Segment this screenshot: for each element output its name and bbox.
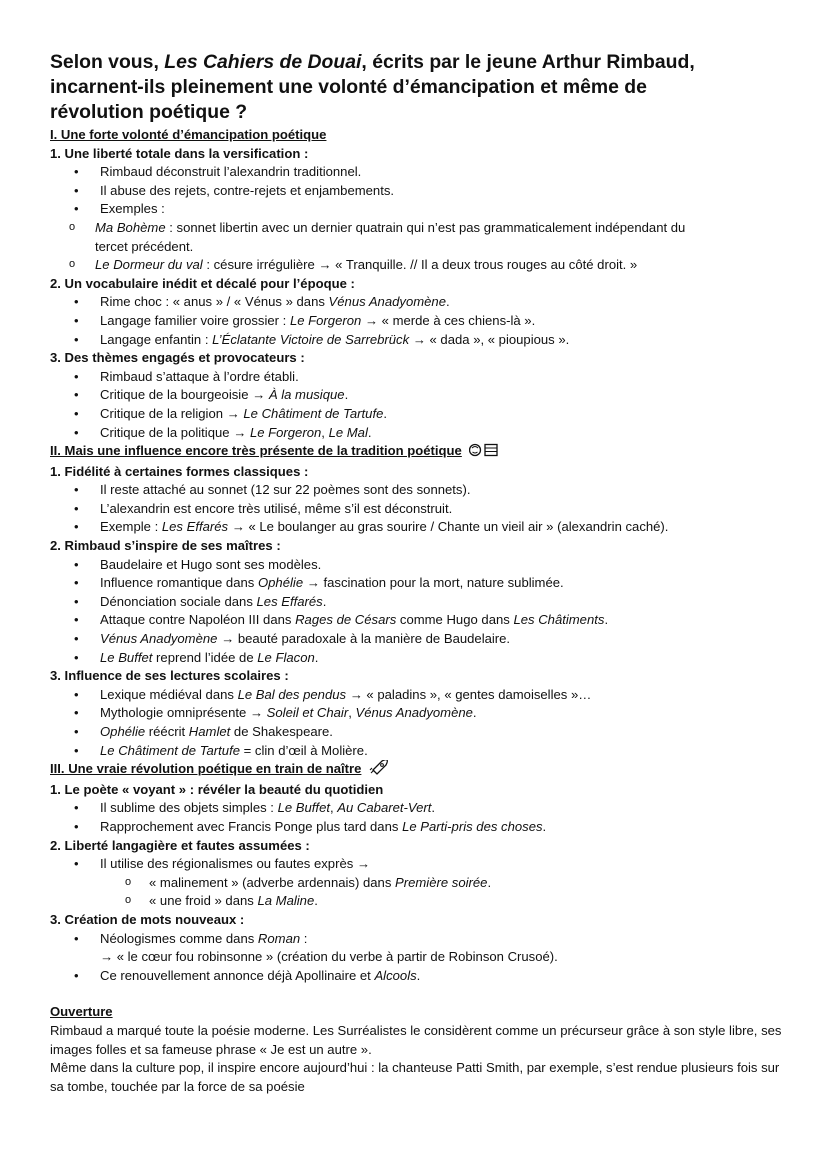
list-item: • Langage enfantin : L’Éclatante Victoire de Sarrebrück → « dada », « pioupious ».: [50, 331, 790, 350]
list-item: • Dénonciation sociale dans Les Effarés.: [50, 593, 790, 612]
list-item: • Exemple : Les Effarés → « Le boulanger au gras sourire / Chante un vieil air » (alexandrin caché).: [50, 518, 790, 537]
list-item: • Ce renouvellement annonce déjà Apollinaire et Alcools.: [50, 967, 790, 986]
list-item: • Rime choc : « anus » / « Vénus » dans Vénus Anadyomène.: [50, 293, 790, 312]
subheading-3-2: 2. Liberté langagière et fautes assumées :: [50, 837, 310, 853]
list-item: • Néologismes comme dans Roman :: [50, 930, 790, 949]
sub-list-item-continued: tercet précédent.: [95, 238, 194, 254]
list-item: • Il utilise des régionalismes ou fautes exprès →: [50, 855, 790, 874]
subheading-1-3: 3. Des thèmes engagés et provocateurs :: [50, 350, 305, 366]
list-item: • Langage familier voire grossier : Le Forgeron → « merde à ces chiens-là ».: [50, 312, 790, 331]
list-item: • Rimbaud déconstruit l’alexandrin traditionnel.: [50, 163, 790, 182]
list-item: • Influence romantique dans Ophélie → fascination pour la mort, nature sublimée.: [50, 574, 790, 593]
list-item: • Vénus Anadyomène → beauté paradoxale à la manière de Baudelaire.: [50, 630, 790, 649]
subheading-3-3: 3. Création de mots nouveaux :: [50, 911, 245, 927]
subheading-2-3: 3. Influence de ses lectures scolaires :: [50, 668, 289, 684]
list-item: • Le Buffet reprend l’idée de Le Flacon.: [50, 649, 790, 668]
list-item-continued: → « le cœur fou robinsonne » (création du verbe à partir de Robinson Crusoé).: [100, 949, 558, 965]
subheading-3-1: 1. Le poète « voyant » : révéler la beauté du quotidien: [50, 781, 384, 797]
subheading-1-2: 2. Un vocabulaire inédit et décalé pour l’époque :: [50, 275, 355, 291]
list-item: • Il reste attaché au sonnet (12 sur 22 poèmes sont des sonnets).: [50, 481, 790, 500]
ouverture-paragraph: Même dans la culture pop, il inspire encore aujourd’hui : la chanteuse Patti Smith, par exemple, s’est rendue plusieurs fois sur sa tombe, touchée par la force de sa poésie: [50, 1060, 780, 1094]
ouverture-paragraph: Rimbaud a marqué toute la poésie moderne. Les Surréalistes le considèrent comme un précurseur grâce à son style libre, ses images folles et sa fameuse phrase « Je est un autre ».: [50, 1022, 782, 1057]
sub-list-item: o Ma Bohème : sonnet libertin avec un dernier quatrain qui n’est pas grammaticalement indépendant du: [50, 219, 790, 238]
section-heading-3: III. Une vraie révolution poétique en train de naître: [50, 760, 790, 781]
subheading-1-1: 1. Une liberté totale dans la versification :: [50, 145, 309, 161]
list-item: • Critique de la bourgeoisie → À la musique.: [50, 386, 790, 405]
list-item: • Critique de la religion → Le Châtiment de Tartufe.: [50, 405, 790, 424]
list-item: • L’alexandrin est encore très utilisé, même s’il est déconstruit.: [50, 500, 790, 519]
classical-columns-icon: [469, 443, 499, 463]
subheading-2-2: 2. Rimbaud s’inspire de ses maîtres :: [50, 538, 281, 554]
list-item: • Rimbaud s’attaque à l’ordre établi.: [50, 368, 790, 387]
list-item: • Il abuse des rejets, contre-rejets et enjambements.: [50, 182, 790, 201]
sub-list-item: o Le Dormeur du val : césure irrégulière → « Tranquille. // Il a deux trous rouges au côté droit. »: [50, 256, 790, 275]
list-item: • Attaque contre Napoléon III dans Rages de Césars comme Hugo dans Les Châtiments.: [50, 611, 790, 630]
ouverture-heading: Ouverture: [50, 1004, 113, 1020]
section-heading-1: I. Une forte volonté d’émancipation poétique: [50, 127, 327, 142]
list-item: • Baudelaire et Hugo sont ses modèles.: [50, 556, 790, 575]
list-item: • Mythologie omniprésente → Soleil et Chair, Vénus Anadyomène.: [50, 704, 790, 723]
list-item: • Il sublime des objets simples : Le Buffet, Au Cabaret-Vert.: [50, 799, 790, 818]
section-heading-2: II. Mais une influence encore très présente de la tradition poétique: [50, 442, 790, 463]
page-title: Selon vous, Les Cahiers de Douai, écrits par le jeune Arthur Rimbaud, incarnent-ils pleinement une volonté d’émancipation et même de révolution poétique ?: [50, 51, 695, 123]
list-item: • Ophélie réécrit Hamlet de Shakespeare.: [50, 723, 790, 742]
document-page: [50, 50, 790, 1096]
list-item: • Lexique médiéval dans Le Bal des pendus → « paladins », « gentes damoiselles »…: [50, 686, 790, 705]
list-item: • Critique de la politique → Le Forgeron, Le Mal.: [50, 424, 790, 443]
sub-list-item: o « une froid » dans La Maline.: [50, 892, 790, 911]
list-item: • Le Châtiment de Tartufe = clin d’œil à Molière.: [50, 742, 790, 761]
sub-list-item: o « malinement » (adverbe ardennais) dans Première soirée.: [50, 874, 790, 893]
list-item: • Exemples :: [50, 200, 790, 219]
subheading-2-1: 1. Fidélité à certaines formes classiques :: [50, 463, 309, 479]
list-item: • Rapprochement avec Francis Ponge plus tard dans Le Parti-pris des choses.: [50, 818, 790, 837]
rocket-icon: [369, 760, 389, 781]
